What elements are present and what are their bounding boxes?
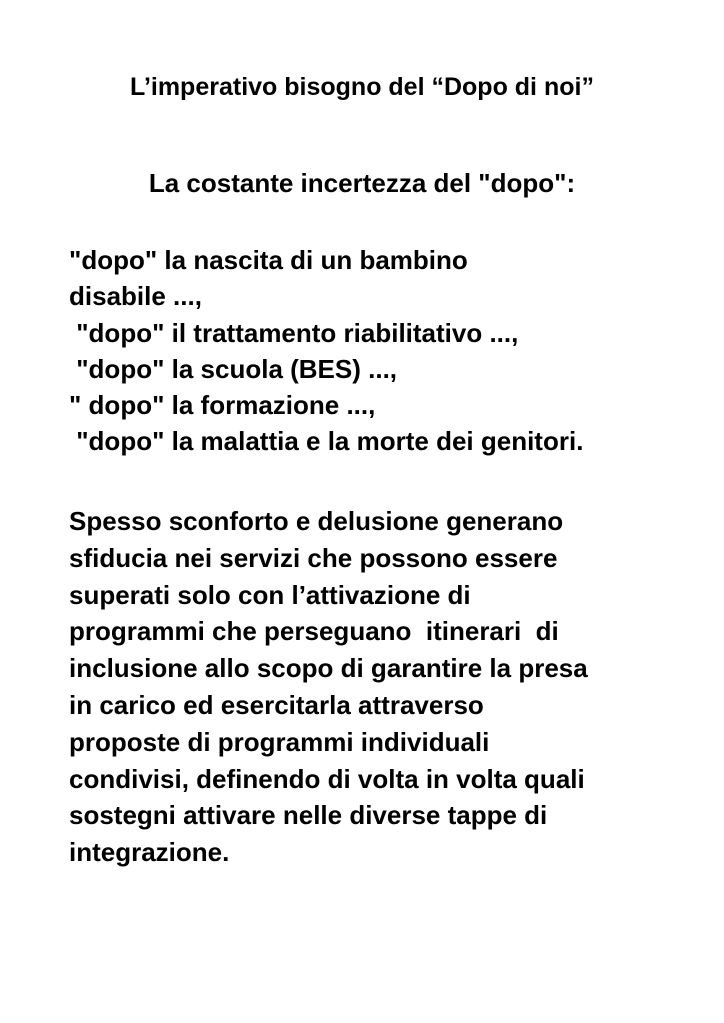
- paragraph-line: in carico ed esercitarla attraverso: [69, 689, 484, 720]
- section-subtitle: La costante incertezza del "dopo":: [148, 168, 576, 198]
- paragraph-line: sostegni attivare nelle diverse tappe di: [69, 800, 548, 831]
- paragraph-line: superati solo con l’attivazione di: [69, 579, 471, 610]
- dopo-line: "dopo" il trattamento riabilitativo ...,: [69, 317, 519, 348]
- paragraph-line: proposte di programmi individuali: [69, 726, 490, 757]
- paragraph-line: programmi che perseguano itinerari di: [69, 616, 559, 647]
- body-paragraph: [69, 503, 588, 871]
- dopo-line: " dopo" la formazione ...,: [69, 390, 376, 421]
- page-title: L’imperativo bisogno del “Dopo di noi”: [130, 73, 594, 101]
- dopo-line: "dopo" la scuola (BES) ...,: [69, 353, 398, 384]
- dopo-line: disabile ...,: [69, 281, 202, 312]
- paragraph-line: inclusione allo scopo di garantire la presa: [69, 653, 588, 684]
- paragraph-line: sfiducia nei servizi che possono essere: [69, 542, 558, 573]
- paragraph-line: condivisi, definendo di volta in volta quali: [69, 763, 585, 794]
- dopo-list: [69, 242, 583, 460]
- paragraph-line: integrazione.: [69, 837, 230, 868]
- dopo-line: "dopo" la nascita di un bambino: [69, 245, 468, 275]
- paragraph-line: Spesso sconforto e delusione generano: [69, 506, 564, 536]
- dopo-line: "dopo" la malattia e la morte dei genitori.: [69, 426, 584, 457]
